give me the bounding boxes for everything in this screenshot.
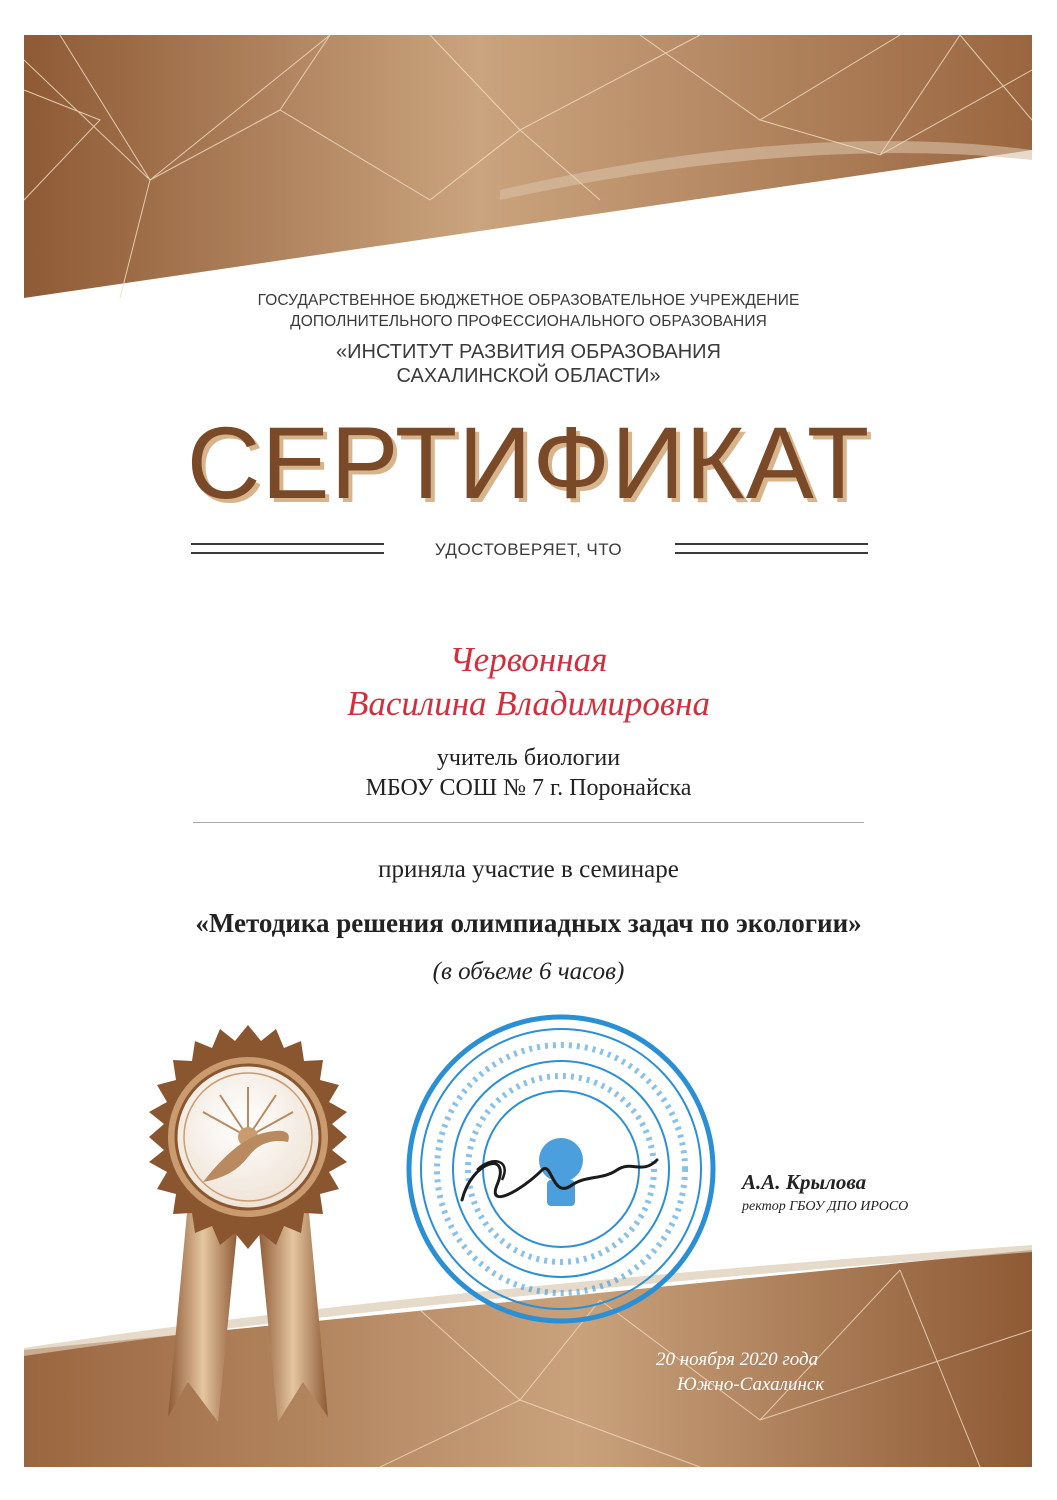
institution-line-3: «ИНСТИТУТ РАЗВИТИЯ ОБРАЗОВАНИЯ bbox=[336, 341, 721, 363]
round-stamp-icon bbox=[402, 1010, 720, 1328]
recipient-position: учитель биологии bbox=[436, 745, 621, 771]
participation-text: приняла участие в семинаре bbox=[378, 856, 679, 883]
institution-line-1: ГОСУДАРСТВЕННОЕ БЮДЖЕТНОЕ ОБРАЗОВАТЕЛЬНОЕ УЧРЕЖДЕНИЕ bbox=[257, 292, 800, 309]
recipient-surname: Червонная bbox=[449, 640, 608, 679]
certificate-title: СЕРТИФИКАТ bbox=[186, 406, 871, 520]
section-divider bbox=[193, 822, 864, 823]
recipient-school: МБОУ СОШ № 7 г. Поронайска bbox=[365, 775, 692, 801]
signatory-role: ректор ГБОУ ДПО ИРОСО bbox=[742, 1199, 909, 1214]
seminar-volume: (в объеме 6 часов) bbox=[432, 958, 625, 985]
issue-city: Южно-Сахалинск bbox=[677, 1374, 825, 1395]
rosette-badge-icon bbox=[128, 1022, 368, 1442]
institution-line-2: ДОПОЛНИТЕЛЬНОГО ПРОФЕССИОНАЛЬНОГО ОБРАЗОВАНИЯ bbox=[290, 313, 767, 330]
seminar-title: «Методика решения олимпиадных задач по экологии» bbox=[195, 908, 862, 938]
institution-line-4: САХАЛИНСКОЙ ОБЛАСТИ» bbox=[396, 365, 661, 387]
recipient-given-names: Василина Владимировна bbox=[347, 684, 710, 723]
certifies-text: УДОСТОВЕРЯЕТ, ЧТО bbox=[434, 540, 623, 559]
issue-date: 20 ноября 2020 года bbox=[656, 1349, 819, 1370]
signatory-name: А.А. Крылова bbox=[742, 1170, 867, 1194]
